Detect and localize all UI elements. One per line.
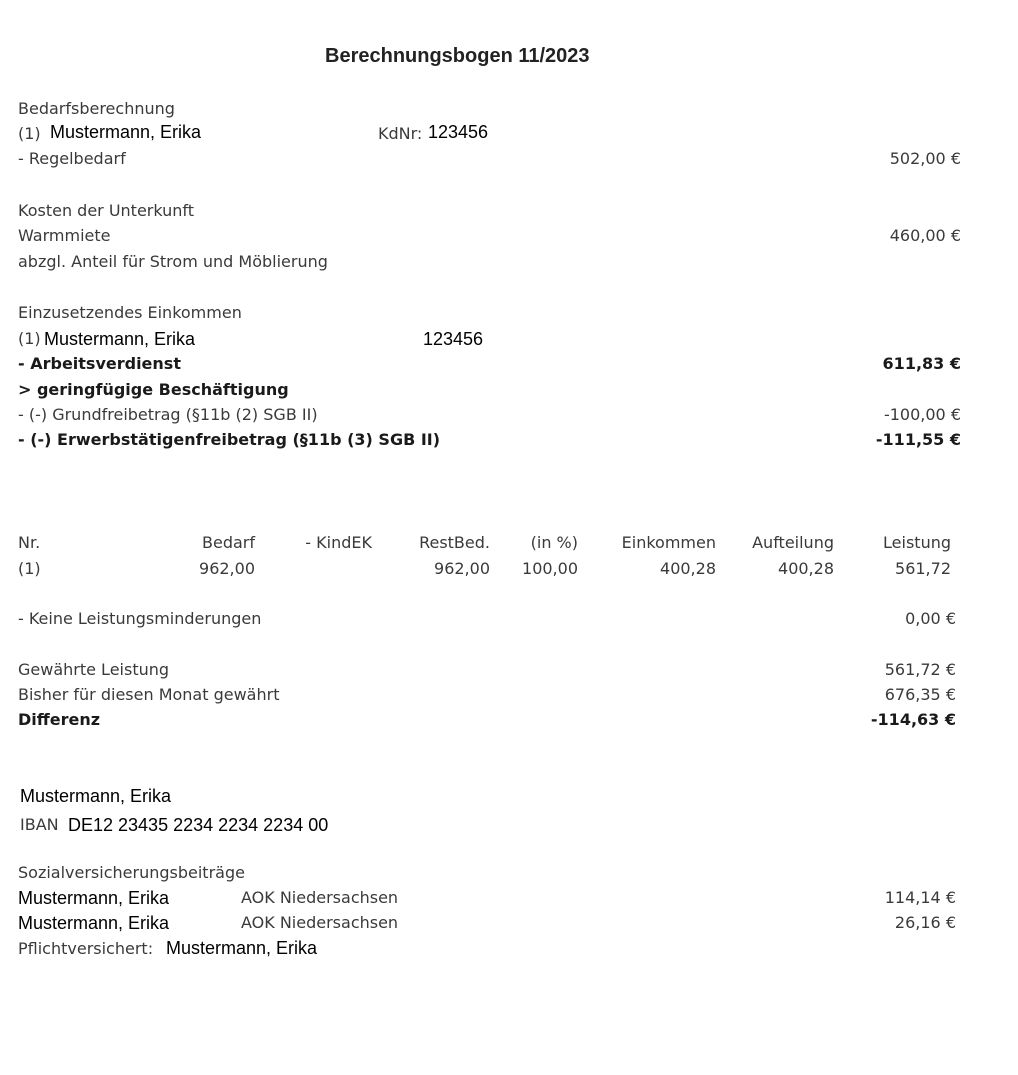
arbeitsverdienst-label: - Arbeitsverdienst xyxy=(18,354,181,373)
pflicht-name: Mustermann, Erika xyxy=(166,938,318,958)
regelbedarf-value: 502,00 € xyxy=(889,149,961,168)
sv-kasse: AOK Niedersachsen xyxy=(241,913,399,932)
warmmiete-label: Warmmiete xyxy=(18,226,111,245)
bisher-label: Bisher für diesen Monat gewährt xyxy=(18,685,280,704)
pflicht-label: Pflichtversichert: xyxy=(18,939,154,958)
regelbedarf-label: - Regelbedarf xyxy=(18,149,126,168)
einkommen-person-nr: (1) xyxy=(18,329,41,348)
bisher-value: 676,35 € xyxy=(884,685,956,704)
kdnr-label: KdNr: xyxy=(378,124,423,143)
einkommen-person-name: Mustermann, Erika xyxy=(44,329,196,349)
kdnr-value: 123456 xyxy=(428,122,489,142)
geringfuegig-label: > geringfügige Beschäftigung xyxy=(18,380,289,399)
einkommen-kdnr: 123456 xyxy=(423,329,484,349)
table-header-restbed: RestBed. xyxy=(419,533,490,552)
bank-name: Mustermann, Erika xyxy=(20,786,172,806)
table-cell-aufteilung: 400,28 xyxy=(778,559,834,578)
person-nr: (1) xyxy=(18,124,41,143)
table-header-einkommen: Einkommen xyxy=(621,533,716,552)
table-header-nr: Nr. xyxy=(18,533,41,552)
table-header-aufteilung: Aufteilung xyxy=(752,533,834,552)
table-cell-nr: (1) xyxy=(18,559,41,578)
table-cell-restbed: 962,00 xyxy=(434,559,490,578)
sv-name: Mustermann, Erika xyxy=(18,913,170,933)
iban-value: DE12 23435 2234 2234 2234 00 xyxy=(68,815,329,835)
person-name: Mustermann, Erika xyxy=(50,122,202,142)
differenz-value: -114,63 € xyxy=(870,710,956,729)
iban-label: IBAN xyxy=(20,815,59,834)
grundfreibetrag-label: - (-) Grundfreibetrag (§11b (2) SGB II) xyxy=(18,405,318,424)
abzug-label: abzgl. Anteil für Strom und Möblierung xyxy=(18,252,328,271)
grundfreibetrag-value: -100,00 € xyxy=(883,405,961,424)
table-header-bedarf: Bedarf xyxy=(202,533,255,552)
section-heading-bedarf: Bedarfsberechnung xyxy=(18,99,175,118)
gewaehrt-label: Gewährte Leistung xyxy=(18,660,170,679)
sv-value: 26,16 € xyxy=(894,913,956,932)
arbeitsverdienst-value: 611,83 € xyxy=(882,354,961,373)
section-heading-kdu: Kosten der Unterkunft xyxy=(18,201,195,220)
table-cell-bedarf: 962,00 xyxy=(199,559,255,578)
table-header-kindek: - KindEK xyxy=(305,533,372,552)
table-cell-einkommen: 400,28 xyxy=(660,559,716,578)
sv-value: 114,14 € xyxy=(884,888,956,907)
erwerbsfreibetrag-label: - (-) Erwerbstätigenfreibetrag (§11b (3) SGB II) xyxy=(18,430,441,449)
table-header-leistung: Leistung xyxy=(883,533,951,552)
sv-name: Mustermann, Erika xyxy=(18,888,170,908)
section-heading-sv: Sozialversicherungsbeiträge xyxy=(18,863,245,882)
warmmiete-value: 460,00 € xyxy=(889,226,961,245)
table-header-prozent: (in %) xyxy=(530,533,578,552)
minderung-value: 0,00 € xyxy=(905,609,956,628)
section-heading-einkommen: Einzusetzendes Einkommen xyxy=(18,303,242,322)
table-cell-prozent: 100,00 xyxy=(522,559,578,578)
page-title: Berechnungsbogen 11/2023 xyxy=(325,45,590,67)
gewaehrt-value: 561,72 € xyxy=(884,660,956,679)
minderung-label: - Keine Leistungsminderungen xyxy=(18,609,262,628)
differenz-label: Differenz xyxy=(18,710,101,729)
erwerbsfreibetrag-value: -111,55 € xyxy=(875,430,961,449)
table-cell-leistung: 561,72 xyxy=(895,559,951,578)
sv-kasse: AOK Niedersachsen xyxy=(241,888,399,907)
